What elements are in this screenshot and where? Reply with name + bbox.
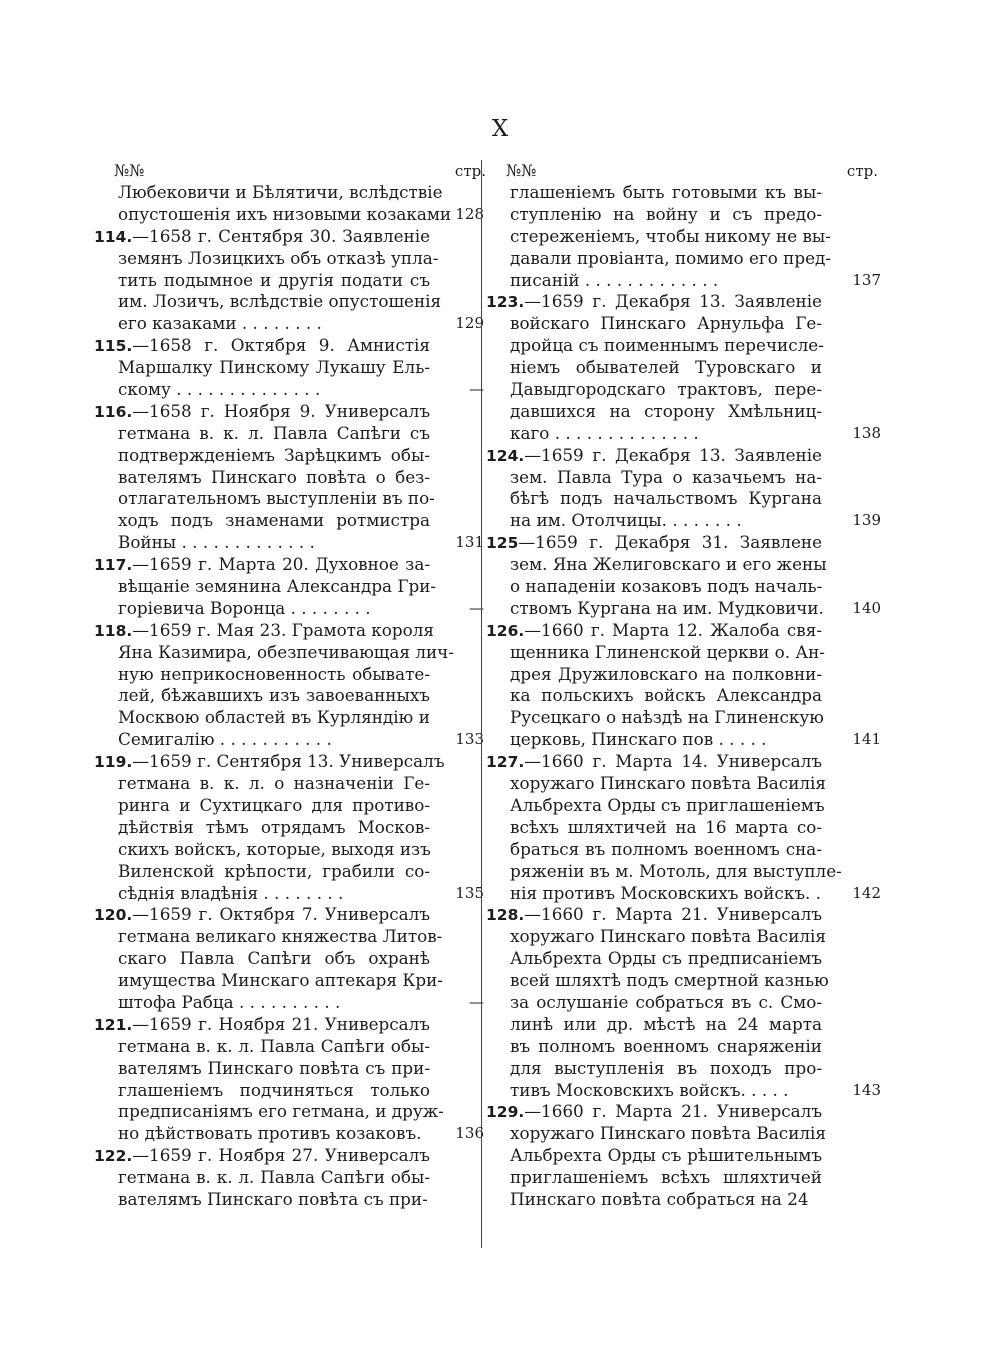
toc-entry (94, 400, 503, 554)
entry-text: вателямъ Пинскаго повѣта съ при- (118, 1188, 428, 1209)
entry-number: 118. (94, 621, 133, 640)
entry-text: приглашеніемъ всѣхъ шляхтичей (510, 1167, 822, 1188)
entry-line (118, 795, 430, 817)
entry-text: скаго Павла Сапѣги объ охранѣ (118, 948, 430, 969)
entry-line (486, 904, 822, 926)
entry-text: щенника Глиненской церкви о. Ан- (510, 641, 825, 662)
entry-text: хоружаго Пинскаго повѣта Василія (510, 773, 826, 794)
entry-line (510, 554, 827, 576)
entry-text: на им. Отолчицы. . . . . . . . (510, 510, 742, 531)
page-reference: 141 (852, 730, 881, 749)
entry-line (94, 335, 430, 357)
entry-line (486, 751, 822, 773)
toc-entry (94, 1145, 503, 1211)
entry-line (118, 641, 454, 664)
page-reference: 133 (455, 730, 484, 749)
entry-line (118, 597, 484, 620)
page-reference: — (469, 992, 484, 1011)
entry-line (510, 1058, 822, 1080)
entry-text: глашеніемъ быть готовыми къ вы- (510, 182, 822, 202)
entry-text: —1659 г. Ноября 27. Универсалъ (132, 1145, 430, 1166)
entry-text: каго . . . . . . . . . . . . . . (510, 422, 699, 443)
entry-text: хоружаго Пинскаго повѣта Василія (510, 926, 826, 947)
entry-line (94, 401, 430, 423)
entry-line (510, 707, 822, 729)
page-reference: 135 (455, 883, 484, 902)
entry-text: горіевича Воронца . . . . . . . . (118, 597, 371, 618)
entry-line (118, 1080, 430, 1102)
toc-entry (486, 619, 895, 751)
entry-line (118, 861, 430, 883)
entry-text: скому . . . . . . . . . . . . . . (118, 379, 321, 400)
entry-line (118, 467, 430, 489)
entry-line (486, 291, 822, 313)
entry-text: Альбрехта Орды съ предписаніемъ (510, 948, 822, 969)
page-reference: 142 (852, 883, 881, 902)
entry-line (510, 992, 822, 1014)
entry-text: Маршалку Пинскому Лукашу Ель- (118, 357, 430, 378)
entry-text: —1660 г. Марта 21. Универсалъ (524, 1101, 822, 1122)
entry-text: —1659 г. Сентября 13. Универсалъ (132, 751, 445, 772)
toc-entry (486, 444, 895, 533)
entry-line (510, 1036, 822, 1058)
entry-line (118, 291, 442, 313)
toc-entry (118, 182, 503, 226)
entry-line (510, 1145, 822, 1167)
entry-text: браться въ полномъ военномъ сна- (510, 838, 822, 859)
entry-line (510, 860, 842, 883)
entry-text: церковь, Пинскаго пов . . . . . (510, 729, 767, 750)
entry-text: хоружаго Пинскаго повѣта Василія (510, 1123, 826, 1144)
entry-line (510, 1014, 822, 1036)
entry-line (510, 467, 822, 489)
entry-line (118, 817, 430, 839)
entry-text: но дѣйствовать противъ козаковъ. (118, 1123, 422, 1144)
entry-line (118, 882, 484, 905)
entry-number: 122. (94, 1147, 133, 1166)
entry-text: —1659 г. Мая 23. Грамота короля (132, 619, 434, 640)
page-reference: 131 (455, 533, 484, 552)
entry-text: всей шляхтѣ подъ смертной казнью (510, 970, 829, 991)
entry-text: Москвою областей въ Курляндію и (118, 707, 430, 728)
page-reference: 143 (852, 1080, 881, 1099)
entry-line (510, 926, 826, 948)
page-reference: 128 (455, 204, 484, 223)
entry-line (510, 685, 822, 707)
page-reference: 140 (852, 598, 881, 617)
entry-line (118, 532, 484, 554)
entry-line (118, 1189, 430, 1211)
entry-text: для выступленія въ походъ про- (510, 1057, 822, 1078)
entry-text: предписаніямъ его гетмана, и друж- (118, 1101, 444, 1122)
page-reference: — (469, 380, 484, 399)
entry-line (118, 839, 430, 861)
entry-text: зем. Яна Желиговскаго и его жены (510, 554, 827, 575)
entry-text: ствомъ Кургана на им. Мудковичи. (510, 597, 824, 618)
column-divider (481, 160, 482, 1248)
entry-line (510, 1123, 826, 1145)
entry-line (94, 554, 430, 576)
entry-line (118, 182, 443, 204)
entry-line (510, 1167, 822, 1189)
entry-text: земянъ Лозицкихъ объ отказѣ упла- (118, 247, 439, 268)
entry-text: въ полномъ военномъ снаряженіи (510, 1035, 822, 1056)
entry-line (118, 445, 430, 467)
entry-line (118, 510, 430, 532)
entry-line (510, 794, 825, 817)
entry-line (510, 817, 822, 839)
entry-text: —1658 г. Октября 9. Амнистія (132, 335, 430, 356)
entry-list (486, 182, 895, 1211)
entry-line (510, 664, 822, 686)
entry-text: тивъ Московскихъ войскъ. . . . . (510, 1079, 789, 1100)
entry-text: ряженіи въ м. Мотоль, для выступле- (510, 860, 842, 881)
entry-number: 123. (486, 293, 525, 312)
entry-text: вателямъ Пинскаго повѣта съ при- (118, 1057, 430, 1078)
entry-text: Альбрехта Орды съ приглашеніемъ (510, 794, 825, 815)
column-header-number-label: №№ (506, 161, 537, 180)
entry-text: Семигалію . . . . . . . . . . . (118, 729, 332, 750)
page-reference: 136 (455, 1124, 484, 1143)
entry-line (510, 510, 881, 532)
entry-line (118, 423, 430, 445)
entry-number: 129. (486, 1103, 525, 1122)
toc-entry (486, 904, 895, 1101)
entry-line (510, 379, 822, 401)
entry-text: —1660 г. Марта 14. Универсалъ (524, 751, 822, 772)
entry-line (510, 225, 831, 248)
entry-line (510, 882, 881, 905)
entry-text: —1660 г. Марта 12. Жалоба свя- (524, 619, 822, 640)
toc-entry (94, 751, 503, 904)
entry-text: нія противъ Московскихъ войскъ. . (510, 882, 822, 903)
entry-text: гетмана великаго княжества Литов- (118, 926, 443, 947)
entry-line (510, 204, 822, 226)
entry-line (510, 182, 822, 204)
entry-text: Войны . . . . . . . . . . . . . (118, 532, 315, 553)
entry-number: 119. (94, 753, 133, 772)
toc-entry (94, 1013, 503, 1145)
toc-entry (486, 291, 895, 444)
entry-number: 115. (94, 337, 133, 356)
entry-text: дрея Дружиловскаго на полковни- (510, 663, 822, 684)
column-header-number-label: №№ (114, 161, 145, 180)
entry-line (510, 1189, 822, 1211)
entry-text: вателямъ Пинскаго повѣта о без- (118, 466, 430, 487)
entry-text: всѣхъ шляхтичей на 16 марта со- (510, 816, 822, 837)
entry-line (118, 729, 484, 751)
page-reference: — (469, 598, 484, 617)
entry-line (118, 488, 435, 510)
entry-number: 117. (94, 556, 133, 575)
entry-line (510, 313, 822, 335)
entry-text: Яна Казимира, обезпечивающая лич- (118, 641, 454, 662)
entry-line (510, 576, 822, 598)
toc-entry (94, 619, 503, 751)
entry-number: 116. (94, 402, 133, 421)
entry-line (118, 1167, 430, 1189)
entry-text: им. Лозичъ, вслѣдствіе опустошенія (118, 291, 442, 312)
toc-entry (94, 554, 503, 620)
entry-text: глашеніемъ подчиняться только (118, 1079, 430, 1100)
page-reference: 138 (852, 423, 881, 442)
entry-line (118, 773, 430, 795)
entry-line (118, 664, 430, 686)
entry-text: —1658 г. Сентября 30. Заявленіе (132, 225, 430, 246)
entry-line (486, 620, 822, 642)
entry-line (510, 641, 825, 664)
page-reference: 139 (852, 511, 881, 530)
entry-line (510, 773, 826, 795)
column-header (506, 160, 895, 182)
page-reference: 129 (455, 314, 484, 333)
entry-text: —1659 г. Декабря 13. Заявленіе (524, 291, 822, 312)
entry-line (510, 401, 822, 423)
entry-text: дройца съ поименнымъ перечисле- (510, 335, 824, 356)
entry-line (510, 1079, 881, 1102)
entry-text: гетмана в. к. л. Павла Сапѣги съ (118, 422, 430, 443)
entry-line (510, 729, 881, 751)
entry-text: сѣднія владѣнія . . . . . . . . (118, 882, 344, 903)
entry-line (486, 532, 822, 554)
entry-line (486, 1101, 822, 1123)
toc-entry (486, 532, 895, 620)
entry-text: ка польскихъ войскъ Александра (510, 685, 822, 706)
entry-line (118, 1058, 430, 1080)
entry-text: Любековичи и Бѣлятичи, вслѣдствіе (118, 182, 443, 202)
entry-text: скихъ войскъ, которые, выходя изъ (118, 838, 431, 859)
entry-text: Русецкаго о наѣздѣ на Глиненскую (510, 707, 824, 728)
page-number: X (491, 116, 509, 142)
entry-line (94, 751, 445, 773)
entry-line (118, 707, 430, 729)
entry-line (118, 948, 430, 970)
entry-text: гетмана в. к. л. о назначеніи Ге- (118, 773, 430, 794)
column-header-page-label: стр. (846, 162, 878, 180)
right-column (486, 160, 895, 1211)
entry-line (118, 313, 484, 335)
entry-line (94, 904, 430, 926)
entry-text: отлагательномъ выступленіи въ по- (118, 488, 435, 509)
entry-line (118, 1123, 484, 1145)
toc-entry (94, 335, 503, 401)
entry-text: давали провіанта, помимо его пред- (510, 247, 831, 268)
entry-line (510, 269, 881, 292)
entry-line (510, 597, 881, 620)
entry-number: 120. (94, 906, 133, 925)
entry-line (94, 1145, 430, 1167)
entry-text: ніемъ обывателей Туровскаго и (510, 357, 822, 378)
entry-number: 126. (486, 621, 525, 640)
entry-text: ринга и Сухтицкаго для противо- (118, 794, 430, 815)
entry-line (510, 488, 822, 510)
entry-line (510, 335, 822, 357)
entry-text: о нападеніи козаковъ подъ началь- (510, 576, 823, 597)
entry-line (118, 1101, 444, 1123)
left-column (94, 160, 503, 1211)
entry-number: 128. (486, 906, 525, 925)
entry-text: вѣщаніе земянина Александра Гри- (118, 576, 437, 597)
entry-line (94, 1014, 430, 1036)
entry-line (510, 247, 831, 270)
entry-list (94, 182, 503, 1211)
entry-line (510, 970, 829, 992)
entry-text: его казаками . . . . . . . . (118, 313, 322, 334)
entry-text: опустошенія ихъ низовыми козаками (118, 203, 452, 224)
column-header-page-label: стр. (454, 162, 486, 180)
entry-text: давшихся на сторону Хмѣльниц- (510, 400, 822, 421)
entry-text: ступленію на войну и съ предо- (510, 203, 822, 224)
entry-number: 124. (486, 446, 525, 465)
entry-line (510, 948, 822, 970)
entry-number: 125 (486, 534, 519, 553)
entry-line (118, 270, 430, 292)
entry-text: гетмана в. к. л. Павла Сапѣги обы- (118, 1035, 430, 1056)
entry-number: 127. (486, 753, 525, 772)
entry-text: —1659 г. Декабря 31. Заявлене (518, 532, 822, 553)
entry-line (118, 926, 443, 948)
entry-text: лей, бѣжавшихъ изъ завоеванныхъ (118, 685, 430, 706)
entry-text: имущества Минскаго аптекаря Кри- (118, 970, 443, 991)
entry-text: зем. Павла Тура о казачьемъ на- (510, 466, 822, 487)
toc-entry (94, 904, 503, 1013)
entry-line (510, 422, 881, 445)
toc-entry (510, 182, 895, 291)
entry-text: —1659 г. Марта 20. Духовное за- (132, 554, 430, 575)
entry-line (118, 379, 484, 401)
entry-line (118, 1036, 430, 1058)
entry-line (118, 203, 484, 226)
entry-line (510, 839, 822, 861)
entry-text: —1659 г. Октября 7. Универсалъ (132, 904, 430, 925)
entry-text: —1658 г. Ноября 9. Универсалъ (132, 400, 430, 421)
entry-text: линѣ или др. мѣстѣ на 24 марта (510, 1013, 822, 1034)
entry-line (486, 445, 822, 467)
toc-entry (486, 751, 895, 904)
entry-text: писаній . . . . . . . . . . . . . (510, 269, 719, 290)
column-header (114, 160, 503, 182)
entry-text: Давыдгородскаго трактовъ, пере- (510, 379, 822, 400)
entry-text: гетмана в. к. л. Павла Сапѣги обы- (118, 1167, 430, 1188)
entry-line (118, 991, 484, 1014)
toc-entry (94, 225, 503, 335)
entry-text: —1660 г. Марта 21. Универсалъ (524, 904, 822, 925)
entry-line (118, 685, 430, 707)
entry-number: 121. (94, 1015, 133, 1034)
entry-text: Пинскаго повѣта собраться на 24 (510, 1188, 809, 1209)
entry-text: бѣгѣ подъ начальствомъ Кургана (510, 488, 822, 509)
entry-text: штофа Рабца . . . . . . . . . . (118, 991, 341, 1012)
page-reference: 137 (852, 270, 881, 289)
entry-line (118, 970, 443, 992)
entry-text: войскаго Пинскаго Арнульфа Ге- (510, 313, 822, 334)
entry-number: 114. (94, 227, 133, 246)
entry-line (118, 576, 437, 598)
entry-text: —1659 г. Ноября 21. Универсалъ (132, 1013, 430, 1034)
entry-text: Виленской крѣпости, грабили со- (118, 860, 430, 881)
entry-text: Альбрехта Орды съ рѣшительнымъ (510, 1145, 822, 1166)
entry-line (118, 247, 439, 270)
entry-line (94, 226, 430, 248)
entry-text: за ослушаніе собраться въ с. Смо- (510, 991, 822, 1012)
entry-line (94, 619, 434, 642)
entry-text: ную неприкосновенность обывате- (118, 663, 430, 684)
entry-text: тить подымное и другія подати съ (118, 269, 430, 290)
entry-line (118, 357, 430, 379)
entry-text: —1659 г. Декабря 13. Заявленіе (524, 444, 822, 465)
entry-text: ходъ подъ знаменами ротмистра (118, 510, 430, 531)
entry-text: стереженіемъ, чтобы никому не вы- (510, 225, 831, 246)
entry-text: подтвержденіемъ Зарѣцкимъ обы- (118, 444, 430, 465)
entry-line (510, 357, 822, 379)
toc-entry (486, 1101, 895, 1210)
entry-text: дѣйствія тѣмъ отрядамъ Москов- (118, 816, 430, 837)
